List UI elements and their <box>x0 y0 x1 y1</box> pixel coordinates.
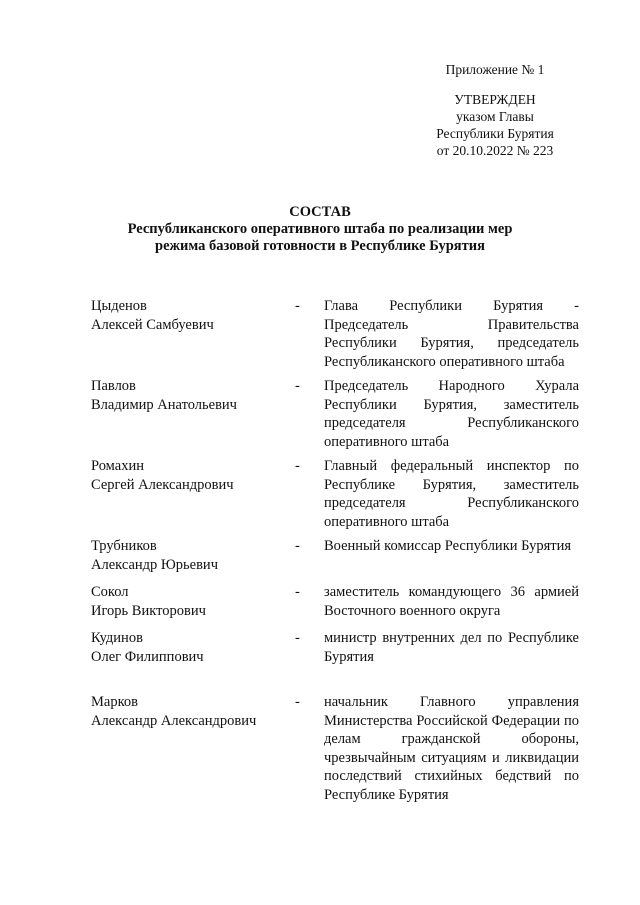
approval-line: Республики Бурятия <box>436 126 554 141</box>
title-heading: СОСТАВ <box>289 204 351 220</box>
member-dash: - <box>295 694 300 710</box>
approval-stamp <box>395 91 595 159</box>
member-name <box>91 297 281 334</box>
member-role: Глава Республики Бурятия - Председатель Правительства Республики Бурятия, председатель Республиканского оперативного штаба <box>324 298 579 370</box>
member-role: Военный комиссар Республики Бурятия <box>324 538 572 554</box>
member-given-name: Олег Филиппович <box>91 648 204 665</box>
member-surname: Трубников <box>91 538 157 554</box>
member-dash: - <box>295 378 300 394</box>
member-given-name: Алексей Самбуевич <box>91 316 214 333</box>
member-surname: Марков <box>91 694 138 710</box>
member-role: начальник Главного управления Министерства Российской Федерации по делам гражданской обороны, чрезвычайным ситуациям и ликвидации последствий стихийных бедствий по Республике Бурятия <box>324 694 579 803</box>
member-dash: - <box>295 458 300 474</box>
member-dash: - <box>295 584 300 600</box>
member-surname: Ромахин <box>91 458 144 474</box>
member-name <box>91 693 281 730</box>
member-role: Председатель Народного Хурала Республики Бурятия, заместитель председателя Республиканского оперативного штаба <box>324 378 579 450</box>
member-given-name: Игорь Викторович <box>91 602 206 619</box>
member-surname: Сокол <box>91 584 129 600</box>
member-dash: - <box>295 298 300 314</box>
member-surname: Павлов <box>91 378 136 394</box>
title-line: режима базовой готовности в Республике Бурятия <box>155 238 485 254</box>
member-surname: Цыденов <box>91 298 147 314</box>
title-line: Республиканского оперативного штаба по реализации мер <box>127 221 513 237</box>
member-name <box>91 457 281 494</box>
member-dash: - <box>295 538 300 554</box>
member-role: Главный федеральный инспектор по Республике Бурятия, заместитель председателя Республиканского оперативного штаба <box>324 458 579 530</box>
appendix-label: Приложение № 1 <box>445 62 545 77</box>
approval-line: от 20.10.2022 № 223 <box>436 143 554 158</box>
document-title <box>70 204 570 255</box>
member-dash: - <box>295 630 300 646</box>
approval-line: указом Главы <box>456 109 534 124</box>
member-given-name: Александр Юрьевич <box>91 556 218 573</box>
approval-line: УТВЕРЖДЕН <box>454 92 536 107</box>
member-given-name: Сергей Александрович <box>91 476 234 493</box>
member-name <box>91 537 281 574</box>
member-name <box>91 583 281 620</box>
member-given-name: Александр Александрович <box>91 712 257 729</box>
member-surname: Кудинов <box>91 630 143 646</box>
member-given-name: Владимир Анатольевич <box>91 396 237 413</box>
member-role: заместитель командующего 36 армией Восточного военного округа <box>324 584 579 619</box>
member-name <box>91 377 281 414</box>
member-name <box>91 629 281 666</box>
member-role: министр внутренних дел по Республике Бурятия <box>324 630 579 665</box>
